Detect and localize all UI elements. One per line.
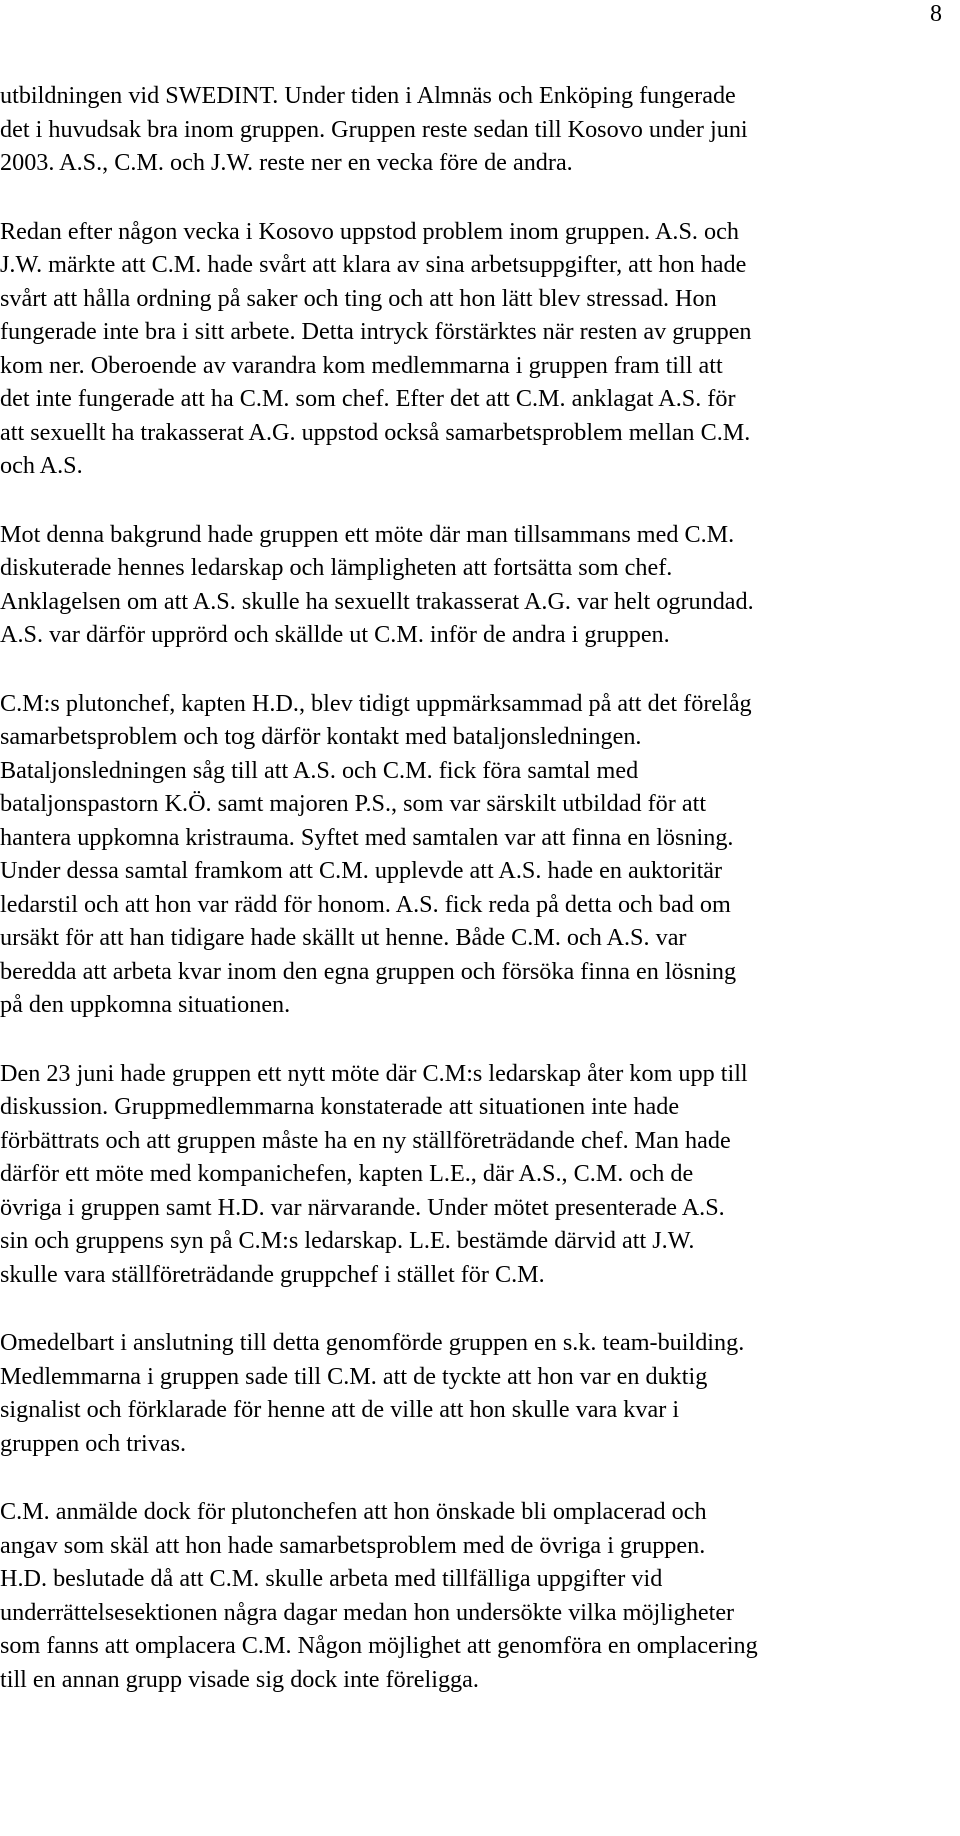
- text-line: som fanns att omplacera C.M. Någon möjlighet att genomföra en omplacering: [0, 1632, 758, 1659]
- paragraph-2: [0, 215, 950, 483]
- paragraph-1: [0, 79, 950, 180]
- text-line: därför ett möte med kompanichefen, kapten L.E., där A.S., C.M. och de: [0, 1160, 694, 1187]
- text-line: utbildningen vid SWEDINT. Under tiden i Almnäs och Enköping fungerade: [0, 82, 736, 109]
- text-line: angav som skäl att hon hade samarbetsproblem med de övriga i gruppen.: [0, 1531, 706, 1559]
- text-line: Anklagelsen om att A.S. skulle ha sexuellt trakasserat A.G. var helt ogrundad.: [0, 587, 754, 615]
- text-line: Redan efter någon vecka i Kosovo uppstod problem inom gruppen. A.S. och: [0, 217, 739, 245]
- text-line: och A.S.: [0, 452, 83, 479]
- text-line: gruppen och trivas.: [0, 1429, 187, 1457]
- text-line: Under dessa samtal framkom att C.M. upplevde att A.S. hade en auktoritär: [0, 857, 723, 884]
- text-line: beredda att arbeta kvar inom den egna gruppen och försöka finna en lösning: [0, 957, 737, 985]
- text-line: att sexuellt ha trakasserat A.G. uppstod också samarbetsproblem mellan C.M.: [0, 418, 751, 446]
- text-line: på den uppkomna situationen.: [0, 991, 291, 1018]
- text-line: Mot denna bakgrund hade gruppen ett möte där man tillsammans med C.M.: [0, 520, 735, 548]
- text-line: H.D. beslutade då att C.M. skulle arbeta med tillfälliga uppgifter vid: [0, 1565, 663, 1592]
- text-line: A.S. var därför upprörd och skällde ut C.M. inför de andra i gruppen.: [0, 621, 670, 648]
- text-line: ledarstil och att hon var rädd för honom. A.S. fick reda på detta och bad om: [0, 890, 731, 918]
- paragraph-3: [0, 518, 950, 652]
- text-line: det inte fungerade att ha C.M. som chef. Efter det att C.M. anklagat A.S. för: [0, 385, 736, 412]
- text-line: J.W. märkte att C.M. hade svårt att klara av sina arbetsuppgifter, att hon hade: [0, 251, 747, 278]
- text-line: Omedelbart i anslutning till detta genomförde gruppen en s.k. team-building.: [0, 1329, 745, 1356]
- text-line: kom ner. Oberoende av varandra kom medlemmarna i gruppen fram till att: [0, 351, 723, 379]
- text-line: 2003. A.S., C.M. och J.W. reste ner en vecka före de andra.: [0, 149, 573, 176]
- text-line: förbättrats och att gruppen måste ha en ny ställföreträdande chef. Man hade: [0, 1126, 731, 1154]
- paragraph-7: [0, 1495, 950, 1696]
- text-line: diskussion. Gruppmedlemmarna konstaterade att situationen inte hade: [0, 1093, 680, 1120]
- text-line: det i huvudsak bra inom gruppen. Gruppen reste sedan till Kosovo under juni: [0, 115, 748, 143]
- paragraph-5: [0, 1057, 950, 1292]
- text-line: svårt att hålla ordning på saker och ting och att hon lätt blev stressad. Hon: [0, 284, 717, 312]
- text-line: ursäkt för att han tidigare hade skällt ut henne. Både C.M. och A.S. var: [0, 924, 687, 951]
- text-line: samarbetsproblem och tog därför kontakt med bataljonsledningen.: [0, 723, 642, 750]
- text-line: sin och gruppens syn på C.M:s ledarskap. L.E. bestämde därvid att J.W.: [0, 1227, 695, 1254]
- paragraph-6: [0, 1326, 950, 1460]
- text-line: signalist och förklarade för henne att de ville att hon skulle vara kvar i: [0, 1396, 680, 1423]
- text-line: diskuterade hennes ledarskap och lämpligheten att fortsätta som chef.: [0, 554, 673, 581]
- page-number: 8: [930, 1, 942, 27]
- text-line: underrättelsesektionen några dagar medan hon undersökte vilka möjligheter: [0, 1598, 735, 1626]
- text-line: C.M:s plutonchef, kapten H.D., blev tidigt uppmärksammad på att det förelåg: [0, 689, 752, 717]
- text-line: övriga i gruppen samt H.D. var närvarande. Under mötet presenterade A.S.: [0, 1193, 725, 1221]
- paragraph-4: [0, 687, 950, 1022]
- document-body: [0, 79, 950, 1731]
- text-line: Den 23 juni hade gruppen ett nytt möte där C.M:s ledarskap åter kom upp till: [0, 1059, 748, 1087]
- text-line: C.M. anmälde dock för plutonchefen att hon önskade bli omplacerad och: [0, 1498, 707, 1525]
- text-line: fungerade inte bra i sitt arbete. Detta intryck förstärktes när resten av gruppen: [0, 318, 752, 345]
- text-line: till en annan grupp visade sig dock inte föreligga.: [0, 1665, 479, 1693]
- text-line: hantera uppkomna kristrauma. Syftet med samtalen var att finna en lösning.: [0, 823, 734, 851]
- text-line: Bataljonsledningen såg till att A.S. och C.M. fick föra samtal med: [0, 756, 639, 784]
- text-line: bataljonspastorn K.Ö. samt majoren P.S., som var särskilt utbildad för att: [0, 790, 707, 817]
- text-line: Medlemmarna i gruppen sade till C.M. att de tyckte att hon var en duktig: [0, 1362, 708, 1390]
- text-line: skulle vara ställföreträdande gruppchef i stället för C.M.: [0, 1260, 545, 1288]
